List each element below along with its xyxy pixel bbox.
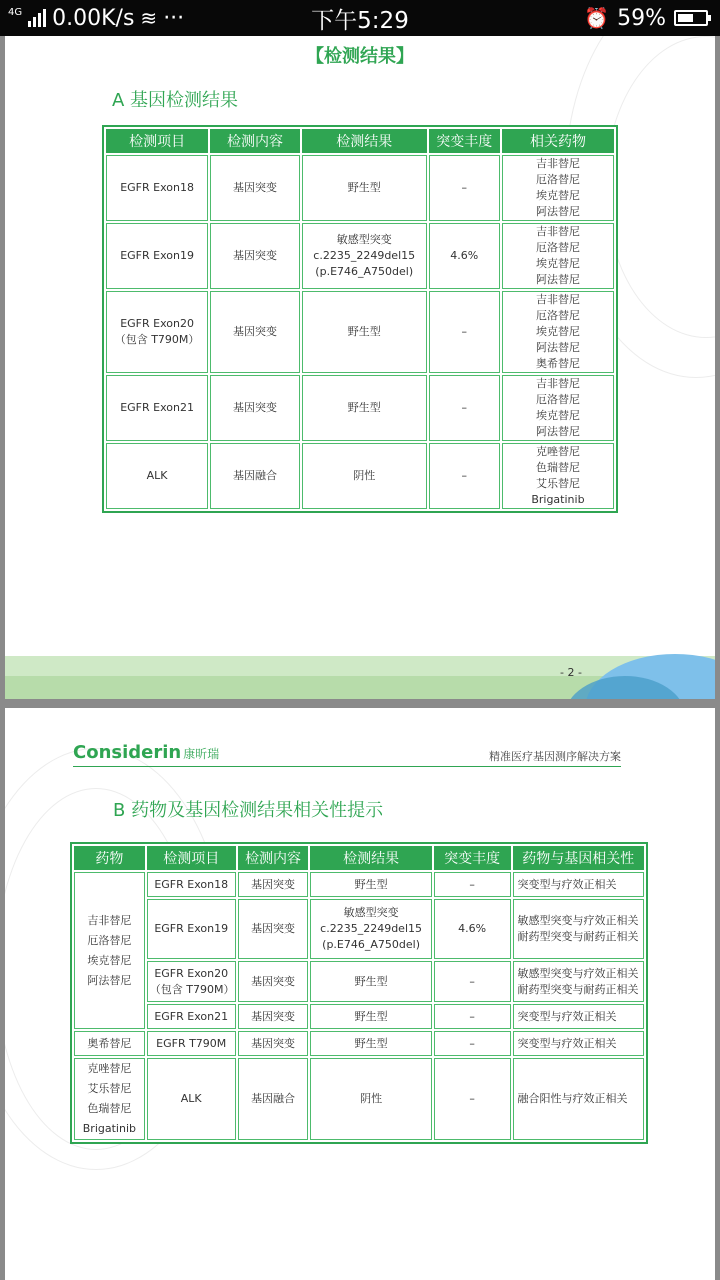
test-result-cell	[302, 291, 427, 373]
mutation-abundance-cell: –	[434, 1058, 511, 1140]
test-item-cell	[147, 961, 236, 1002]
drug-group-cell	[74, 872, 145, 1029]
test-result-line: 野生型	[347, 325, 381, 338]
document-page-1[interactable]	[5, 36, 715, 699]
relevance-cell	[513, 872, 644, 897]
test-item-line: ALK	[180, 1092, 202, 1105]
test-item-line: （包含 T790M）	[149, 982, 235, 996]
relevance-cell	[513, 1031, 644, 1056]
mutation-abundance-cell: –	[434, 1004, 511, 1029]
test-item-cell	[106, 375, 208, 441]
test-result-line: 阴性	[353, 469, 376, 482]
test-result-cell	[310, 872, 431, 897]
test-item-cell	[106, 291, 208, 373]
drug-name-line: 埃克替尼	[87, 953, 132, 967]
drug-name-line: 吉非替尼	[535, 157, 580, 170]
test-result-line: 野生型	[354, 1036, 388, 1050]
test-content-cell: 基因突变	[238, 1004, 309, 1029]
test-item-cell	[106, 223, 208, 289]
mutation-abundance-cell: 4.6%	[434, 899, 511, 959]
drug-name-line: 吉非替尼	[535, 225, 580, 238]
relevance-text-line: 耐药型突变与耐药正相关	[517, 982, 639, 996]
drug-group-cell	[74, 1058, 145, 1140]
network-type: 4G	[8, 6, 23, 18]
table-row	[74, 899, 644, 959]
column-header: 检测项目	[106, 129, 208, 153]
test-result-line: 阴性	[360, 1092, 383, 1105]
test-result-line: 敏感型突变	[343, 906, 399, 919]
test-result-line: (p.E746_A750del)	[322, 938, 420, 951]
test-result-cell	[310, 1058, 431, 1140]
test-content-cell: 基因突变	[238, 899, 309, 959]
mutation-abundance-cell: –	[434, 1031, 511, 1056]
logo-text: Considerin	[73, 742, 182, 763]
table-row	[106, 443, 614, 509]
mutation-abundance-cell: –	[429, 443, 500, 509]
test-item-line: EGFR Exon21	[154, 1009, 229, 1023]
company-logo	[73, 742, 219, 763]
drug-name-line: 奥希替尼	[535, 357, 580, 370]
column-header: 突变丰度	[429, 129, 500, 153]
test-item-line: ALK	[146, 469, 168, 482]
test-result-line: c.2235_2249del15	[320, 922, 422, 935]
test-content-cell: 基因突变	[210, 223, 300, 289]
column-header: 突变丰度	[434, 846, 511, 870]
test-item-line: EGFR Exon18	[154, 877, 229, 891]
test-result-line: 野生型	[354, 877, 388, 891]
column-header: 检测结果	[302, 129, 427, 153]
relevance-text-line: 敏感型突变与疗效正相关	[517, 966, 639, 980]
drug-name-line: 艾乐替尼	[535, 477, 580, 490]
table-row	[74, 1031, 644, 1056]
relevance-text-line: 突变型与疗效正相关	[517, 1009, 617, 1023]
test-item-cell	[147, 899, 236, 959]
test-item-cell	[106, 155, 208, 221]
table-row	[106, 291, 614, 373]
header-tagline: 精准医疗基因测序解决方案	[489, 750, 621, 763]
test-item-line: EGFR Exon21	[120, 401, 194, 414]
test-item-cell	[147, 872, 236, 897]
drug-name-line: 厄洛替尼	[535, 309, 580, 322]
column-header: 药物	[74, 846, 145, 870]
table-row	[74, 1004, 644, 1029]
drug-name-line: Brigatinib	[82, 1122, 136, 1135]
more-icon: ···	[163, 5, 185, 31]
mutation-abundance-cell: –	[429, 375, 500, 441]
drug-group-cell	[74, 1031, 145, 1056]
drug-name-line: 阿法替尼	[87, 973, 132, 987]
page-heading: 【检测结果】	[306, 46, 414, 67]
test-result-cell	[310, 899, 431, 959]
gene-test-results-table	[102, 125, 618, 513]
drug-name-line: 阿法替尼	[535, 205, 580, 218]
test-result-line: 野生型	[347, 401, 381, 414]
drug-name-line: 吉非替尼	[87, 913, 132, 927]
table-row	[74, 1058, 644, 1140]
drug-name-line: 厄洛替尼	[535, 241, 580, 254]
test-item-line: EGFR Exon19	[120, 249, 194, 262]
test-item-line: EGFR Exon20	[120, 317, 194, 330]
drug-name-line: 厄洛替尼	[535, 393, 580, 406]
drug-name-line: 厄洛替尼	[87, 933, 132, 947]
drug-name-line: Brigatinib	[531, 493, 585, 506]
test-result-line: 野生型	[347, 181, 381, 194]
drug-name-line: 克唑替尼	[535, 445, 580, 458]
test-content-cell: 基因突变	[210, 155, 300, 221]
related-drugs-cell	[502, 291, 614, 373]
mutation-abundance-cell: –	[434, 961, 511, 1002]
test-result-cell	[310, 961, 431, 1002]
relevance-text-line: 融合阳性与疗效正相关	[517, 1092, 628, 1105]
related-drugs-cell	[502, 375, 614, 441]
column-header: 检测结果	[310, 846, 431, 870]
column-header: 检测内容	[238, 846, 309, 870]
drug-name-line: 埃克替尼	[535, 257, 580, 270]
test-item-line: EGFR Exon19	[154, 922, 229, 935]
test-result-cell	[310, 1004, 431, 1029]
table-row	[74, 961, 644, 1002]
drug-name-line: 埃克替尼	[535, 189, 580, 202]
drug-name-line: 埃克替尼	[535, 409, 580, 422]
header-divider	[73, 766, 621, 767]
test-item-line: EGFR Exon20	[154, 966, 229, 980]
page-number: - 2 -	[560, 666, 582, 679]
relevance-cell	[513, 1004, 644, 1029]
test-item-cell	[106, 443, 208, 509]
relevance-text-line: 耐药型突变与耐药正相关	[517, 930, 639, 943]
document-page-2[interactable]	[5, 708, 715, 1280]
drug-name-line: 色瑞替尼	[87, 1102, 132, 1115]
table-header-row	[106, 129, 614, 153]
test-item-cell	[147, 1031, 236, 1056]
test-result-line: 野生型	[354, 1009, 388, 1023]
drug-gene-correlation-table	[70, 842, 648, 1144]
test-item-line: EGFR Exon18	[120, 181, 194, 194]
section-title-b: B 药物及基因检测结果相关性提示	[113, 800, 384, 821]
drug-name-line: 克唑替尼	[87, 1062, 132, 1075]
test-content-cell: 基因融合	[238, 1058, 309, 1140]
alarm-icon: ⏰	[584, 6, 610, 30]
battery-icon	[674, 10, 708, 26]
test-content-cell: 基因突变	[238, 872, 309, 897]
table-row	[106, 375, 614, 441]
table-row	[106, 155, 614, 221]
column-header: 药物与基因相关性	[513, 846, 644, 870]
relevance-text-line: 敏感型突变与疗效正相关	[517, 914, 639, 927]
test-result-cell	[302, 155, 427, 221]
table-row	[74, 872, 644, 897]
table-header-row	[74, 846, 644, 870]
battery-percent: 59%	[617, 5, 666, 31]
test-result-cell	[302, 223, 427, 289]
related-drugs-cell	[502, 155, 614, 221]
mutation-abundance-cell: –	[429, 155, 500, 221]
related-drugs-cell	[502, 443, 614, 509]
drug-name-line: 吉非替尼	[535, 377, 580, 390]
column-header: 检测内容	[210, 129, 300, 153]
column-header: 相关药物	[502, 129, 614, 153]
test-content-cell: 基因突变	[210, 375, 300, 441]
test-item-line: EGFR T790M	[156, 1036, 227, 1050]
test-result-cell	[310, 1031, 431, 1056]
drug-name-line: 艾乐替尼	[87, 1082, 132, 1095]
relevance-cell	[513, 1058, 644, 1140]
logo-cn-text: 康昕瑞	[183, 747, 220, 761]
drug-name-line: 阿法替尼	[535, 273, 580, 286]
test-result-cell	[302, 443, 427, 509]
test-result-cell	[302, 375, 427, 441]
drug-name-line: 阿法替尼	[535, 425, 580, 438]
wifi-icon: ≋	[140, 6, 158, 30]
relevance-text-line: 突变型与疗效正相关	[517, 1036, 617, 1050]
mutation-abundance-cell: –	[434, 872, 511, 897]
relevance-text-line: 突变型与疗效正相关	[517, 877, 617, 891]
test-result-line: 敏感型突变	[336, 233, 392, 246]
drug-name-line: 吉非替尼	[535, 293, 580, 306]
mutation-abundance-cell: –	[429, 291, 500, 373]
test-result-line: 野生型	[354, 974, 388, 988]
drug-name-line: 奥希替尼	[87, 1036, 132, 1050]
drug-name-line: 阿法替尼	[535, 341, 580, 354]
status-bar	[0, 0, 720, 36]
test-result-line: c.2235_2249del15	[313, 249, 416, 262]
section-title-a: A 基因检测结果	[112, 90, 239, 111]
relevance-cell	[513, 899, 644, 959]
test-item-cell	[147, 1004, 236, 1029]
test-content-cell: 基因突变	[238, 1031, 309, 1056]
drug-name-line: 埃克替尼	[535, 325, 580, 338]
test-content-cell: 基因突变	[238, 961, 309, 1002]
mutation-abundance-cell: 4.6%	[429, 223, 500, 289]
related-drugs-cell	[502, 223, 614, 289]
test-item-line: （包含 T790M）	[114, 333, 200, 346]
test-content-cell: 基因突变	[210, 291, 300, 373]
table-row	[106, 223, 614, 289]
test-result-line: (p.E746_A750del)	[315, 265, 414, 278]
clock: 下午5:29	[311, 7, 409, 34]
test-item-cell	[147, 1058, 236, 1140]
relevance-cell	[513, 961, 644, 1002]
test-content-cell: 基因融合	[210, 443, 300, 509]
drug-name-line: 厄洛替尼	[535, 173, 580, 186]
column-header: 检测项目	[147, 846, 236, 870]
drug-name-line: 色瑞替尼	[535, 461, 580, 474]
network-speed: 0.00K/s	[52, 5, 135, 31]
